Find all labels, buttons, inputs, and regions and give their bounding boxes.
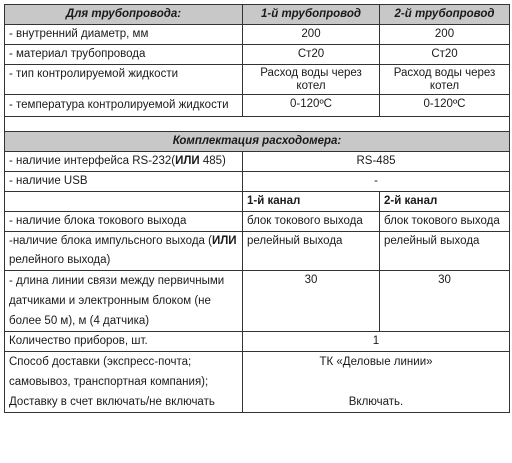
delivery-label — [5, 352, 243, 413]
usb-label: - наличие USB — [5, 172, 243, 192]
table-row — [5, 45, 510, 65]
channel2-header: 2-й канал — [380, 192, 510, 212]
interface-value: RS-485 — [243, 152, 510, 172]
table-row — [5, 65, 510, 95]
channel-header-row — [5, 192, 510, 212]
line-length-value-2: 30 — [380, 271, 510, 332]
delivery-value-text: ТК «Деловые линии» — [319, 356, 433, 368]
row-value: 0-120ºС — [243, 95, 380, 117]
interface-label-bold: ИЛИ — [175, 155, 200, 167]
count-value: 1 — [243, 332, 510, 352]
row-value: 200 — [380, 25, 510, 45]
billing-label-text: Доставку в счет включать/не включать — [9, 396, 215, 408]
row-value: Ст20 — [243, 45, 380, 65]
pulse-value-1: релейный выхода — [243, 232, 380, 271]
row-value: 0-120ºС — [380, 95, 510, 117]
spacer-cell — [5, 117, 510, 132]
usb-value: - — [243, 172, 510, 192]
count-label: Количество приборов, шт. — [5, 332, 243, 352]
pulse-label-bold: ИЛИ — [211, 235, 237, 247]
interface-label — [5, 152, 243, 172]
pipeline-header: Для трубопровода: — [5, 5, 243, 25]
channel-header-blank — [5, 192, 243, 212]
delivery-label-text: Способ доставки (экспресс-почта; самовывоз, транспортная компания); — [9, 356, 209, 388]
pipeline-col1-header: 1-й трубопровод — [243, 5, 380, 25]
table-row — [5, 95, 510, 117]
meter-header: Комплектация расходомера: — [5, 132, 510, 152]
table-row — [5, 332, 510, 352]
delivery-value — [243, 352, 510, 413]
row-label: - внутренний диаметр, мм — [5, 25, 243, 45]
pulse-label-text: -наличие блока импульсного выхода ( — [9, 235, 212, 247]
pipeline-header-row — [5, 5, 510, 25]
row-label: - температура контролируемой жидкости — [5, 95, 243, 117]
table-row — [5, 172, 510, 192]
table-row — [5, 25, 510, 45]
row-value: Ст20 — [380, 45, 510, 65]
meter-header-row — [5, 132, 510, 152]
pulse-value-2: релейный выхода — [380, 232, 510, 271]
line-length-label: - длина линии связи между первичными датчиками и электронным блоком (не более 50 м), м (4 датчика) — [5, 271, 243, 332]
row-value: Расход воды через котел — [243, 65, 380, 95]
table-row — [5, 232, 510, 271]
current-value-1: блок токового выхода — [243, 212, 380, 232]
interface-label-text: - наличие интерфейса RS-232( — [9, 155, 176, 167]
line-length-value-1: 30 — [243, 271, 380, 332]
current-value-2: блок токового выхода — [380, 212, 510, 232]
order-form-table — [4, 4, 510, 413]
table-row — [5, 352, 510, 413]
row-value: 200 — [243, 25, 380, 45]
row-value: Расход воды через котел — [380, 65, 510, 95]
row-label: - тип контролируемой жидкости — [5, 65, 243, 95]
table-row — [5, 152, 510, 172]
pipeline-col2-header: 2-й трубопровод — [380, 5, 510, 25]
spacer-row — [5, 117, 510, 132]
pulse-label — [5, 232, 243, 271]
interface-label-tail: 485) — [199, 155, 226, 167]
billing-value-text: Включать. — [348, 396, 404, 408]
channel1-header: 1-й канал — [243, 192, 380, 212]
row-label: - материал трубопровода — [5, 45, 243, 65]
pulse-label-tail: релейного выхода) — [9, 254, 111, 266]
table-row — [5, 212, 510, 232]
table-row — [5, 271, 510, 332]
current-label: - наличие блока токового выхода — [5, 212, 243, 232]
